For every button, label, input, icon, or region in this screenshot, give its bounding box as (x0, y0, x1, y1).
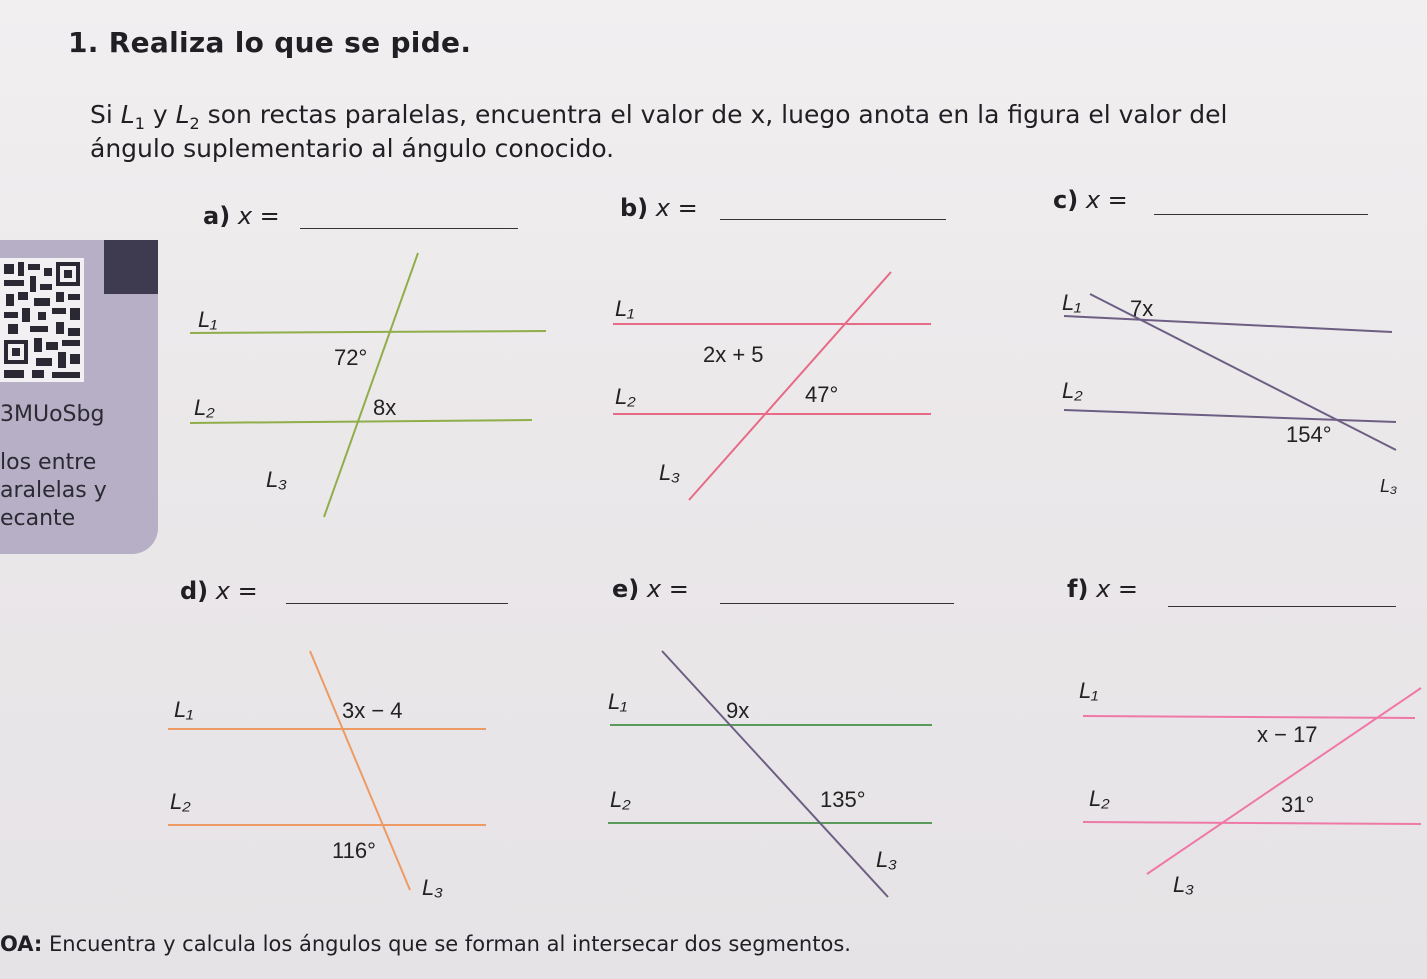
problem-b-label: b) x = (620, 194, 698, 222)
figure-e (600, 645, 936, 905)
fig-a-label-L1: L₁ (198, 307, 218, 332)
fig-f-line-L1 (1083, 716, 1415, 718)
problem-d-label: d) x = (180, 577, 258, 605)
fig-a-angle-1: 72° (334, 345, 368, 370)
problem-e-label: e) x = (612, 575, 689, 603)
answer-blank-d[interactable] (286, 603, 508, 604)
qr-code-icon[interactable] (0, 258, 84, 382)
fig-c-line-L1 (1064, 316, 1392, 332)
answer-blank-a[interactable] (300, 228, 518, 229)
fig-b-label-L3: L₃ (659, 460, 680, 485)
fig-a-secant-L3 (324, 253, 418, 517)
exercise-title: 1. Realiza lo que se pide. (68, 26, 472, 59)
answer-blank-e[interactable] (720, 603, 954, 604)
fig-c-angle-1: 7x (1130, 296, 1154, 321)
figure-b (605, 268, 935, 508)
fig-e-angle-1: 9x (726, 698, 750, 723)
fig-b-label-L2: L₂ (615, 384, 636, 409)
sidebar-code: 3MUoSbg (0, 402, 105, 427)
figure-a (180, 245, 550, 525)
fig-f-label-L1: L₁ (1079, 678, 1099, 703)
problem-f-label: f) x = (1067, 575, 1139, 603)
fig-a-line-L1 (190, 331, 546, 333)
fig-e-label-L1: L₁ (608, 689, 628, 714)
fig-b-label-L1: L₁ (615, 296, 635, 321)
fig-e-label-L2: L₂ (610, 787, 631, 812)
answer-blank-c[interactable] (1154, 214, 1368, 215)
fig-a-label-L3: L₃ (266, 467, 287, 492)
sidebar-line-2: aralelas y (0, 478, 107, 503)
fig-b-angle-1: 2x + 5 (703, 342, 764, 367)
fig-c-line-L2 (1064, 410, 1396, 422)
figure-f (1075, 670, 1425, 910)
fig-d-label-L3: L₃ (422, 875, 443, 900)
fig-c-angle-2: 154° (1286, 422, 1332, 447)
instruction-line-2: ángulo suplementario al ángulo conocido. (90, 134, 615, 163)
fig-e-secant-L3 (662, 651, 888, 897)
fig-d-label-L2: L₂ (170, 789, 191, 814)
fig-c-label-L2: L₂ (1062, 378, 1083, 403)
fig-d-label-L1: L₁ (174, 697, 194, 722)
fig-f-label-L3: L₃ (1173, 872, 1194, 897)
fig-b-secant-L3 (689, 272, 891, 500)
fig-f-label-L2: L₂ (1089, 786, 1110, 811)
fig-e-label-L3: L₃ (876, 847, 897, 872)
fig-a-angle-2: 8x (373, 395, 397, 420)
sidebar-line-3: ecante (0, 506, 76, 531)
fig-d-angle-1: 3x − 4 (342, 698, 403, 723)
answer-blank-f[interactable] (1168, 606, 1396, 607)
fig-f-line-L2 (1083, 822, 1421, 824)
figure-d (160, 645, 500, 910)
problem-c-label: c) x = (1053, 186, 1128, 214)
fig-a-label-L2: L₂ (194, 395, 215, 420)
figure-c (1060, 288, 1400, 506)
problem-a-label: a) x = (203, 202, 280, 230)
answer-blank-b[interactable] (720, 219, 946, 220)
fig-b-angle-2: 47° (805, 382, 839, 407)
fig-f-angle-2: 31° (1281, 792, 1315, 817)
footer-note: OA: Encuentra y calcula los ángulos que se forman al intersecar dos segmentos. (0, 932, 851, 956)
instruction-line-1: Si $L_1$ y $L_2$ son rectas paralelas, encuentra el valor de x, luego anota en la figura el valor del (90, 100, 1228, 133)
fig-c-label-L1: L₁ (1062, 290, 1082, 315)
sidebar-line-1: los entre (0, 450, 97, 475)
fig-a-line-L2 (190, 420, 532, 423)
sidebar-dark-block (104, 240, 158, 294)
fig-d-angle-2: 116° (332, 838, 376, 863)
fig-c-label-L3: L₃ (1380, 476, 1398, 496)
fig-f-angle-1: x − 17 (1257, 722, 1318, 747)
fig-e-angle-2: 135° (820, 787, 866, 812)
